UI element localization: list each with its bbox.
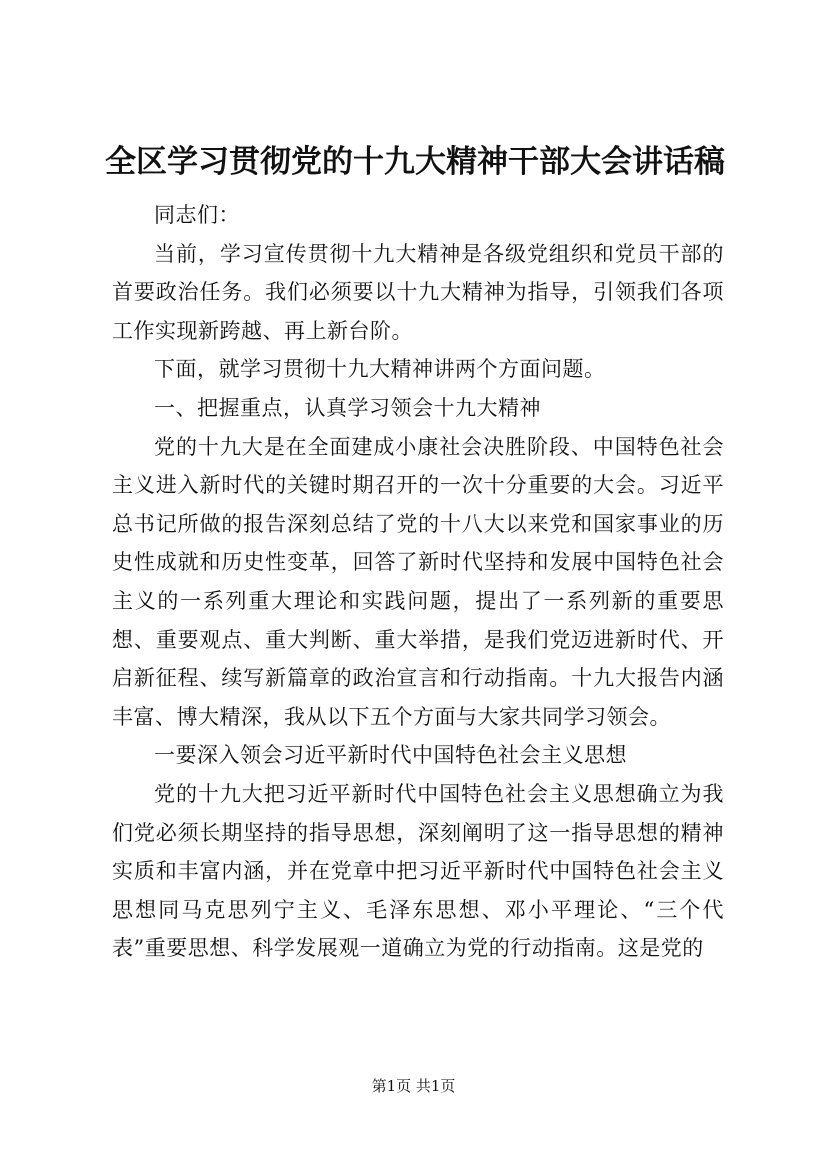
body-paragraph: 下面，就学习贯彻十九大精神讲两个方面问题。 — [154, 357, 606, 382]
body-paragraph: 当前，学习宣传贯彻十九大精神是各级党组织和党员干部的首要政治任务。我们必须要以十九大精神为指导，引领我们各项工作实现新跨越、再上新台阶。 — [112, 241, 724, 343]
page-footer: 第1页 共1页 — [371, 1077, 456, 1095]
document-title: 全区学习贯彻党的十九大精神干部大会讲话稿 — [105, 144, 725, 180]
body-paragraph: 党的十九大把习近平新时代中国特色社会主义思想确立为我们党必须长期坚持的指导思想，深刻阐明了这一指导思想的精神实质和丰富内涵，并在党章中把习近平新时代中国特色社会主义思想同马克思列宁主义、毛泽东思想、邓小平理论、“三个代表”重要思想、科学发展观一道确立为党的行动指南。这是党的 — [112, 781, 724, 961]
subsection-heading: 一要深入领会习近平新时代中国特色社会主义思想 — [154, 743, 627, 768]
document-body — [112, 196, 724, 968]
section-heading: 一、把握重点，认真学习领会十九大精神 — [154, 395, 541, 420]
body-paragraph: 党的十九大是在全面建成小康社会决胜阶段、中国特色社会主义进入新时代的关键时期召开的一次十分重要的大会。习近平总书记所做的报告深刻总结了党的十八大以来党和国家事业的历史性成就和历史性变革，回答了新时代坚持和发展中国特色社会主义的一系列重大理论和实践问题，提出了一系列新的重要思想、重要观点、重大判断、重大举措，是我们党迈进新时代、开启新征程、续写新篇章的政治宣言和行动指南。十九大报告内涵丰富、博大精深，我从以下五个方面与大家共同学习领会。 — [112, 434, 724, 729]
salutation-paragraph: 同志们： — [154, 203, 240, 227]
